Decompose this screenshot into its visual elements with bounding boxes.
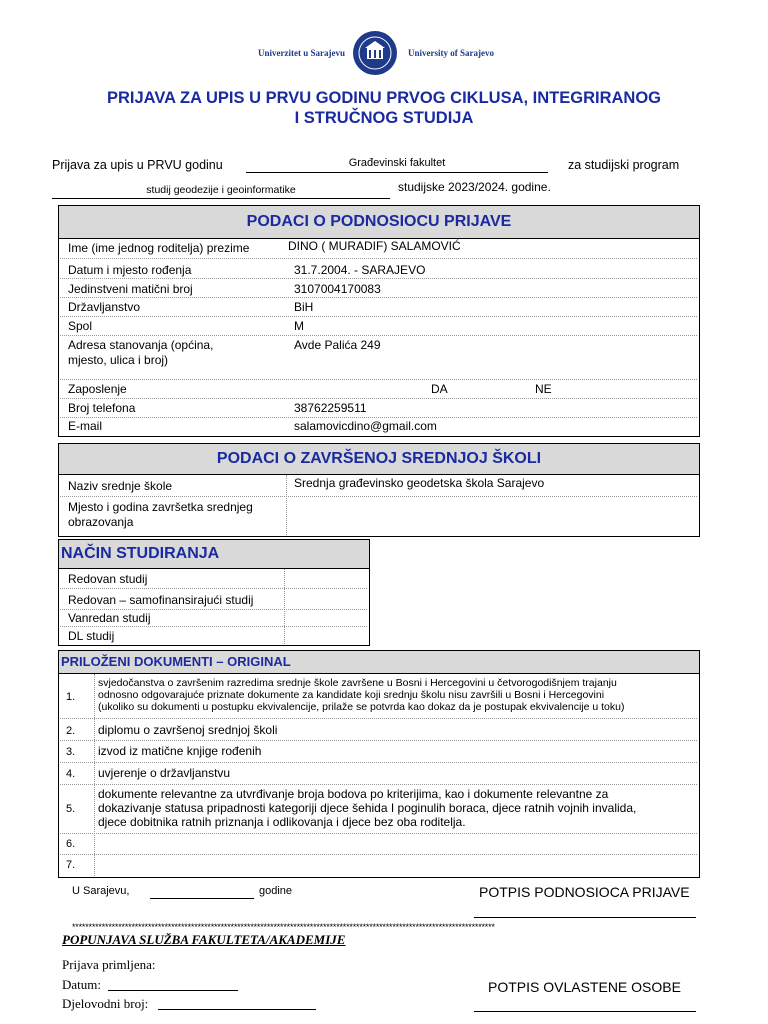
received-label: Prijava primljena: bbox=[62, 957, 156, 972]
value-phone[interactable]: 38762259511 bbox=[294, 401, 367, 415]
doc-1-line3: (ukoliko su dokumenti u postupku ekvivalencije, prilaže se potvrda kao dokaz da je postupak ekvivalencije u toku) bbox=[98, 701, 625, 713]
applicant-signature-label: POTPIS PODNOSIOCA PRIJAVE bbox=[479, 884, 690, 900]
row-divider bbox=[60, 609, 367, 610]
row-divider bbox=[60, 297, 697, 298]
doc-num-5: 5. bbox=[66, 803, 76, 815]
label-email: E-mail bbox=[68, 419, 103, 433]
doc-num-3: 3. bbox=[66, 746, 76, 758]
value-citizenship[interactable]: BiH bbox=[294, 300, 314, 314]
university-name-bs: Univerzitet u Sarajevu bbox=[258, 48, 345, 58]
row-divider bbox=[60, 588, 367, 589]
doc-5-line1: dokumente relevantne za utvrđivanje broja bodova po kriterijima, kao i dokumente relevantne za bbox=[98, 787, 609, 801]
row-divider bbox=[60, 335, 697, 336]
row-divider bbox=[60, 496, 697, 497]
row-divider bbox=[60, 740, 697, 741]
label-phone: Broj telefona bbox=[68, 401, 136, 415]
intro-label-2: za studijski program bbox=[568, 158, 680, 172]
label-address-2: mjesto, ulica i broj) bbox=[68, 353, 169, 367]
separator-stars: ******************************************************************************************************************************** bbox=[72, 922, 495, 932]
faculty-line bbox=[246, 172, 548, 173]
docnum-label: Djelovodni broj: bbox=[62, 996, 149, 1011]
study-mode-heading: NAČIN STUDIRANJA bbox=[59, 540, 369, 569]
study-mode-self-financed[interactable]: Redovan – samofinansirajući studij bbox=[68, 593, 254, 607]
row-divider bbox=[60, 258, 697, 259]
value-sex[interactable]: M bbox=[294, 319, 304, 333]
study-mode-dl[interactable]: DL studij bbox=[68, 629, 115, 643]
employment-no[interactable]: NE bbox=[535, 382, 552, 396]
label-birth: Datum i mjesto rođenja bbox=[68, 263, 192, 277]
program-line bbox=[52, 198, 390, 199]
form-title-line2: I STRUČNOG STUDIJA bbox=[294, 109, 474, 127]
doc-num-4: 4. bbox=[66, 768, 76, 780]
school-heading: PODACI O ZAVRŠENOJ SREDNJOJ ŠKOLI bbox=[59, 444, 699, 475]
row-divider bbox=[60, 784, 697, 785]
value-school-name[interactable]: Srednja građevinsko geodetska škola Sarajevo bbox=[294, 476, 545, 490]
row-divider bbox=[60, 626, 367, 627]
label-citizenship: Državljanstvo bbox=[68, 300, 141, 314]
row-divider bbox=[60, 316, 697, 317]
university-name-en: University of Sarajevo bbox=[408, 48, 494, 58]
row-divider bbox=[60, 379, 697, 380]
place-label: U Sarajevu, bbox=[72, 885, 130, 897]
label-school-name: Naziv srednje škole bbox=[68, 479, 173, 493]
intro-label-1: Prijava za upis u PRVU godinu bbox=[52, 158, 223, 172]
doc-num-2: 2. bbox=[66, 725, 76, 737]
doc-5-line3: djece dobitnika ratnih priznanja i odlikovanja i djece bez oba roditelja. bbox=[98, 815, 466, 829]
label-sex: Spol bbox=[68, 319, 93, 333]
form-title-line1: PRIJAVA ZA UPIS U PRVU GODINU PRVOG CIKLUSA, INTEGRIRANOG bbox=[106, 89, 662, 107]
doc-5-line2: dokazivanje statusa pripadnosti kategoriji djece šehida I poginulih boraca, djece ratnih vojnih invalida, bbox=[98, 801, 637, 815]
office-heading: POPUNJAVA SLUŽBA FAKULTETA/AKADEMIJE bbox=[62, 932, 346, 947]
applicant-signature-line[interactable] bbox=[474, 917, 696, 918]
doc-4: uvjerenje o državljanstvu bbox=[98, 766, 231, 780]
value-full-name[interactable]: DINO ( MURADIF) SALAMOVIĆ bbox=[288, 239, 461, 253]
doc-1-line1: svjedočanstva o završenim razredima srednje škole završene u Bosni i Hercegovini u četvorogodišnjem trajanju bbox=[98, 677, 617, 689]
label-school-place-2: obrazovanja bbox=[68, 515, 134, 529]
docnum-line[interactable] bbox=[158, 1009, 316, 1010]
label-school-place-1: Mjesto i godina završetka srednjeg bbox=[68, 500, 253, 514]
column-divider bbox=[284, 569, 285, 644]
row-divider bbox=[60, 398, 697, 399]
label-address-1: Adresa stanovanja (općina, bbox=[68, 338, 214, 352]
faculty-value[interactable]: Građevinski fakultet bbox=[348, 157, 446, 169]
official-signature-line[interactable] bbox=[474, 1011, 696, 1012]
row-divider bbox=[60, 278, 697, 279]
employment-yes[interactable]: DA bbox=[431, 382, 448, 396]
documents-heading: PRILOŽENI DOKUMENTI – ORIGINAL bbox=[59, 651, 699, 674]
value-address[interactable]: Avde Palića 249 bbox=[294, 338, 381, 352]
row-divider bbox=[60, 417, 697, 418]
row-divider bbox=[60, 833, 697, 834]
column-divider bbox=[286, 475, 287, 535]
doc-2: diplomu o završenoj srednjoj školi bbox=[98, 723, 278, 737]
doc-num-1: 1. bbox=[66, 691, 76, 703]
value-birth[interactable]: 31.7.2004. - SARAJEVO bbox=[294, 263, 426, 277]
official-signature-label: POTPIS OVLASTENE OSOBE bbox=[488, 979, 681, 995]
doc-num-6: 6. bbox=[66, 838, 76, 850]
label-employment: Zaposlenje bbox=[68, 382, 127, 396]
study-mode-regular[interactable]: Redovan studij bbox=[68, 572, 148, 586]
godine-label: godine bbox=[259, 885, 293, 897]
received-date-line[interactable] bbox=[108, 990, 238, 991]
value-email[interactable]: salamovicdino@gmail.com bbox=[294, 419, 437, 433]
university-seal-icon bbox=[352, 30, 398, 76]
program-value[interactable]: studij geodezije i geoinformatike bbox=[146, 184, 296, 196]
doc-num-7: 7. bbox=[66, 859, 76, 871]
row-divider bbox=[60, 854, 697, 855]
doc-1-line2: odnosno odgovarajuće priznate dokumente za kandidate koji srednju školu nisu završili u Bosni i Hercegovini bbox=[98, 689, 605, 701]
date-line[interactable] bbox=[150, 898, 254, 899]
label-jmb: Jedinstveni matični broj bbox=[68, 282, 193, 296]
study-mode-part-time[interactable]: Vanredan studij bbox=[68, 611, 151, 625]
intro-label-3: studijske 2023/2024. godine. bbox=[398, 180, 551, 194]
row-divider bbox=[60, 718, 697, 719]
value-jmb[interactable]: 3107004170083 bbox=[294, 282, 381, 296]
label-full-name: Ime (ime jednog roditelja) prezime bbox=[68, 241, 250, 255]
doc-3: izvod iz matične knjige rođenih bbox=[98, 744, 262, 758]
applicant-heading: PODACI O PODNOSIOCU PRIJAVE bbox=[59, 206, 699, 239]
column-divider bbox=[94, 674, 95, 876]
received-date-label: Datum: bbox=[62, 977, 101, 992]
row-divider bbox=[60, 762, 697, 763]
